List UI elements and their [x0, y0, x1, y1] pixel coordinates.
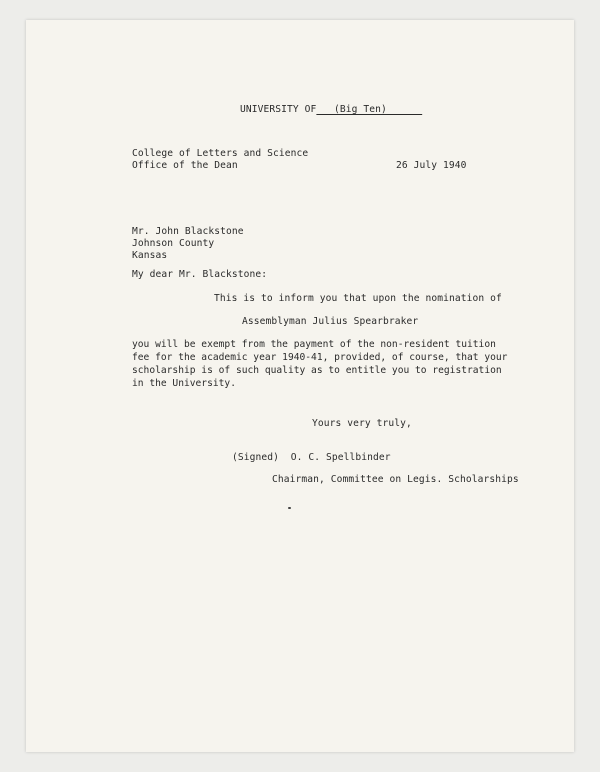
university-prefix: UNIVERSITY OF: [240, 104, 317, 115]
body-line: you will be exempt from the payment of the non-resident tuition: [132, 339, 496, 350]
body-line: fee for the academic year 1940-41, provided, of course, that your: [132, 352, 508, 363]
nominator-name: Assemblyman Julius Spearbraker: [242, 316, 419, 327]
ink-speck: [288, 507, 291, 509]
letter-page: [26, 20, 574, 752]
body-intro: This is to inform you that upon the nomination of: [214, 293, 502, 304]
office-name: Office of the Dean: [132, 160, 238, 171]
letter-date: 26 July 1940: [396, 160, 467, 171]
body-paragraph: [132, 338, 508, 390]
recipient-county: Johnson County: [132, 238, 215, 249]
college-name: College of Letters and Science: [132, 148, 309, 159]
valediction: Yours very truly,: [312, 418, 412, 429]
signature-line: (Signed) O. C. Spellbinder: [232, 452, 391, 463]
recipient-name: Mr. John Blackstone: [132, 226, 244, 237]
letterhead: [240, 104, 422, 116]
recipient-state: Kansas: [132, 250, 168, 261]
salutation: My dear Mr. Blackstone:: [132, 269, 268, 280]
body-line: scholarship is of such quality as to entitle you to registration: [132, 365, 502, 376]
signer-title: Chairman, Committee on Legis. Scholarships: [272, 474, 519, 485]
university-name: __(Big Ten)______: [316, 104, 423, 115]
body-line: in the University.: [132, 378, 236, 389]
